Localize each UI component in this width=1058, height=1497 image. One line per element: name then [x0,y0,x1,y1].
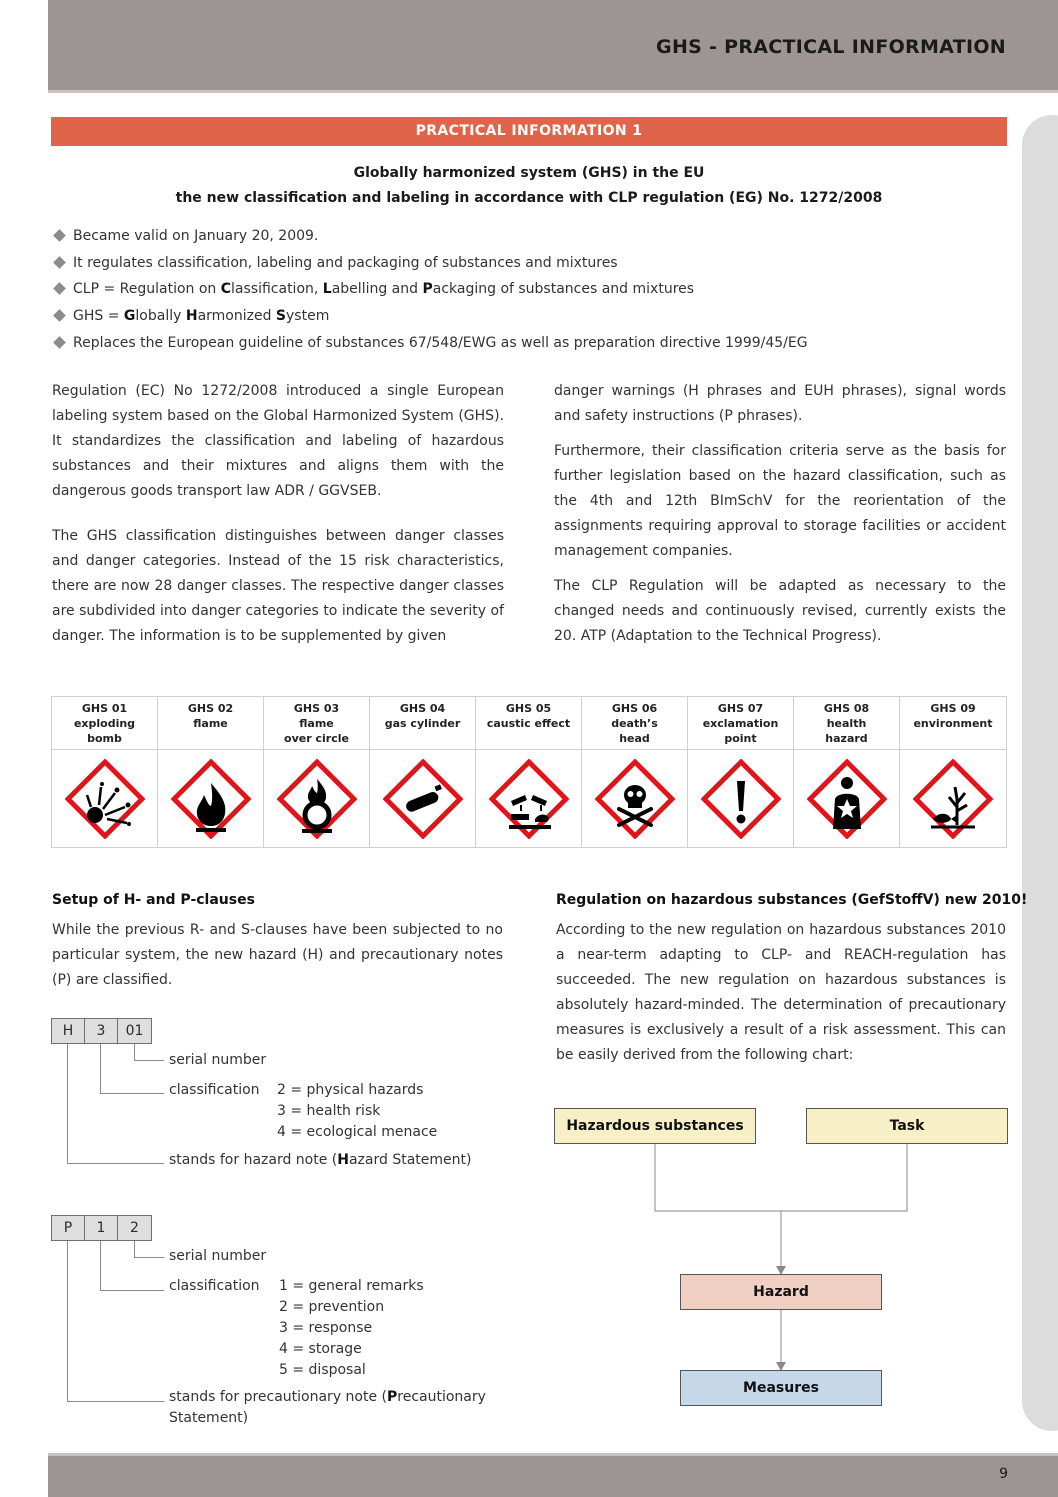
ghs-cell [688,697,794,847]
h-code-boxes [51,1018,151,1044]
label-text: azard Statement) [348,1152,472,1168]
classification-label: classification [169,1278,260,1294]
ghs-cell [900,697,1006,847]
ghs-cell [370,697,476,847]
precautionary-statement-label [169,1387,486,1429]
ghs-label [688,697,793,750]
paragraph: danger warnings (H phrases and EUH phrases), signal words and safety instructions (P phrases). [554,383,1006,424]
connector [67,1163,164,1164]
corrosion-icon [489,759,569,839]
code-box: H [51,1018,85,1044]
classification-item: 4 = storage [279,1341,362,1357]
bullet-text: lobally [135,308,186,325]
label-text: stands for hazard note ( [169,1152,338,1168]
bullet-item [52,253,952,280]
ghs-code: GHS 06 [611,702,658,715]
exploding-bomb-icon [65,759,145,839]
ghs-code: GHS 09 [930,702,976,715]
exclamation-mark-icon [701,759,781,839]
connector [100,1290,164,1291]
ghs-pictogram-table [51,696,1007,848]
bold-initial: P [422,281,433,298]
ghs-label [370,697,475,750]
bullet-text: ystem [286,308,330,325]
classification-list [279,1276,424,1381]
ghs-label [52,697,157,750]
ghs-description: hazard [825,732,868,745]
ghs-cell [52,697,158,847]
ghs-description: environment [913,717,993,730]
bullet-text: CLP = Regulation on [73,281,221,298]
flame-over-circle-icon [277,759,357,839]
ghs-pictogram [688,750,793,847]
code-box: 1 [84,1215,118,1241]
classification-item: 4 = ecological menace [277,1124,438,1140]
connector [100,1093,164,1094]
ghs-code: GHS 08 [823,702,870,715]
bold-initial: H [185,308,198,325]
paragraph: Regulation (EC) No 1272/2008 introduced a single European labeling system based on the Global Harmonized System (GHS). It standardizes the classification and labeling of hazardous substances and their mixtures and aligns them with the dangerous goods transport law ADR / GGVSEB. [52,383,504,499]
connector [134,1060,164,1061]
ghs-pictogram [582,750,687,847]
ghs-pictogram [900,750,1006,847]
ghs-pictogram [794,750,899,847]
ghs-description: flame [193,717,228,730]
paragraph: Furthermore, their classification criteria serve as the basis for further legislation based on the hazard classification, such as the 4th and 12th BImSchV for the reorientation of the assignments requiring approval to storage facilities or accident management companies. [554,443,1006,559]
ghs-description: flame [299,717,334,730]
ghs-code: GHS 04 [399,702,446,715]
classification-label: classification [169,1082,260,1098]
ghs-description: gas cylinder [384,717,461,730]
code-box: P [51,1215,85,1241]
diamond-bullet-icon [53,256,66,269]
intro-heading-1: Globally harmonized system (GHS) in the EU [353,165,705,181]
environment-icon [913,759,993,839]
bullet-text: armonized [197,308,276,325]
bullet-item [52,226,952,253]
bold-initial: G [123,308,136,325]
connector [67,1044,68,1163]
connector [134,1257,164,1258]
classification-item: 3 = response [279,1320,373,1336]
code-box: 3 [84,1018,118,1044]
paragraph: The CLP Regulation will be adapted as necessary to the changed needs and continuously revised, currently exists the 20. ATP (Adaptation to the Technical Progress). [554,578,1006,644]
left-column [52,379,504,659]
bullet-text: Became valid on January 20, 2009. [73,228,319,244]
footer-band [48,1453,1058,1497]
merge-line [655,1144,907,1211]
classification-item: 3 = health risk [277,1103,381,1119]
ghs-description: head [619,732,650,745]
connector [67,1401,164,1402]
ghs-cell [264,697,370,847]
label-text: recautionary [397,1389,486,1405]
hazard-box: Hazard [680,1274,882,1310]
right-column [554,379,1006,659]
ghs-cell [158,697,264,847]
ghs-code: GHS 07 [717,702,764,715]
connector [100,1044,101,1093]
regulation-text: According to the new regulation on hazardous substances 2010 a near-term adapting to CLP- and REACH-regulation has succeeded. The new regulation on hazardous substances is absolutely hazard-minded. The determination of precautionary measures is exclusively a result of a risk assessment. This can be easily derived from the following chart: [556,922,1006,1063]
serial-number-label: serial number [169,1248,267,1264]
code-box: 2 [117,1215,152,1241]
diamond-bullet-icon [53,283,66,296]
connector [134,1044,135,1060]
page-title: GHS - PRACTICAL INFORMATION [656,36,1006,58]
ghs-description: exploding [73,717,136,730]
ghs-description: point [724,732,757,745]
ghs-label [264,697,369,750]
ghs-label [900,697,1006,750]
ghs-code: GHS 01 [81,702,128,715]
ghs-cell [794,697,900,847]
diamond-bullet-icon [53,309,66,322]
ghs-label [476,697,581,750]
connector [100,1241,101,1290]
flame-icon [171,759,251,839]
ghs-pictogram [264,750,369,847]
bullet-text: It regulates classification, labeling and packaging of substances and mixtures [73,254,618,271]
diamond-bullet-icon [53,229,66,242]
measures-box: Measures [680,1370,882,1406]
p-code-boxes [51,1215,151,1241]
classification-item: 2 = physical hazards [277,1082,424,1098]
health-hazard-icon [807,759,887,839]
bold-initial: S [275,308,287,325]
hazard-statement-label [169,1150,471,1171]
side-tab [1022,115,1058,1431]
ghs-pictogram [370,750,475,847]
label-bold: P [387,1389,398,1405]
code-box: 01 [117,1018,152,1044]
task-box: Task [806,1108,1008,1144]
connector [67,1241,68,1401]
paragraph: The GHS classification distinguishes between danger classes and danger categories. Instead of the 15 risk characteristics, there are now 28 danger classes. The respective danger classes are subdivided into danger categories to indicate the severity of danger. The information is to be supplemented by given [52,528,504,644]
ghs-pictogram [158,750,263,847]
bullet-text: Replaces the European guideline of substances 67/548/EWG as well as preparation directive 1999/45/EG [73,334,808,351]
ghs-label [794,697,899,750]
bullet-list [52,226,952,359]
ghs-description: over circle [284,732,349,745]
regulation-heading: Regulation on hazardous substances (GefStoffV) new 2010! [556,892,1028,908]
hazardous-substances-box: Hazardous substances [554,1108,756,1144]
ghs-description: bomb [87,732,122,745]
header-band [48,0,1058,93]
gas-cylinder-icon [383,759,463,839]
bullet-text: GHS = [73,308,124,325]
label-bold: H [337,1152,349,1168]
intro-heading-2: the new classification and labeling in accordance with CLP regulation (EG) No. 1272/2008 [175,190,883,206]
ghs-label [582,697,687,750]
skull-crossbones-icon [595,759,675,839]
bold-initial: L [322,281,332,298]
bullet-text: lassification, [231,281,323,298]
section-title-bar: PRACTICAL INFORMATION 1 [51,117,1007,146]
classification-list [277,1080,437,1143]
diamond-bullet-icon [53,336,66,349]
serial-number-label: serial number [169,1052,267,1068]
bullet-item [52,306,952,333]
ghs-pictogram [476,750,581,847]
ghs-cell [582,697,688,847]
setup-text: While the previous R- and S-clauses have been subjected to no particular system, the new hazard (H) and precautionary notes (P) are classified. [52,922,503,988]
connector [134,1241,135,1257]
ghs-description: health [826,717,867,730]
ghs-description: exclamation [702,717,779,730]
bullet-item [52,279,952,306]
setup-heading: Setup of H- and P-clauses [52,892,255,908]
bullet-item [52,333,952,360]
ghs-code: GHS 02 [187,702,234,715]
ghs-pictogram [52,750,157,847]
bullet-text: abelling and [331,281,423,298]
classification-item: 1 = general remarks [279,1278,424,1294]
ghs-code: GHS 05 [505,702,552,715]
label-text: Statement) [169,1410,249,1426]
ghs-description: death’s [611,717,658,730]
classification-item: 5 = disposal [279,1362,366,1378]
page-number: 9 [999,1466,1008,1482]
classification-item: 2 = prevention [279,1299,385,1315]
ghs-label [158,697,263,750]
bullet-text: ackaging of substances and mixtures [432,281,695,298]
label-text: stands for precautionary note ( [169,1389,388,1405]
bold-initial: C [220,281,232,298]
ghs-description: caustic effect [486,717,571,730]
ghs-code: GHS 03 [293,702,340,715]
ghs-cell [476,697,582,847]
